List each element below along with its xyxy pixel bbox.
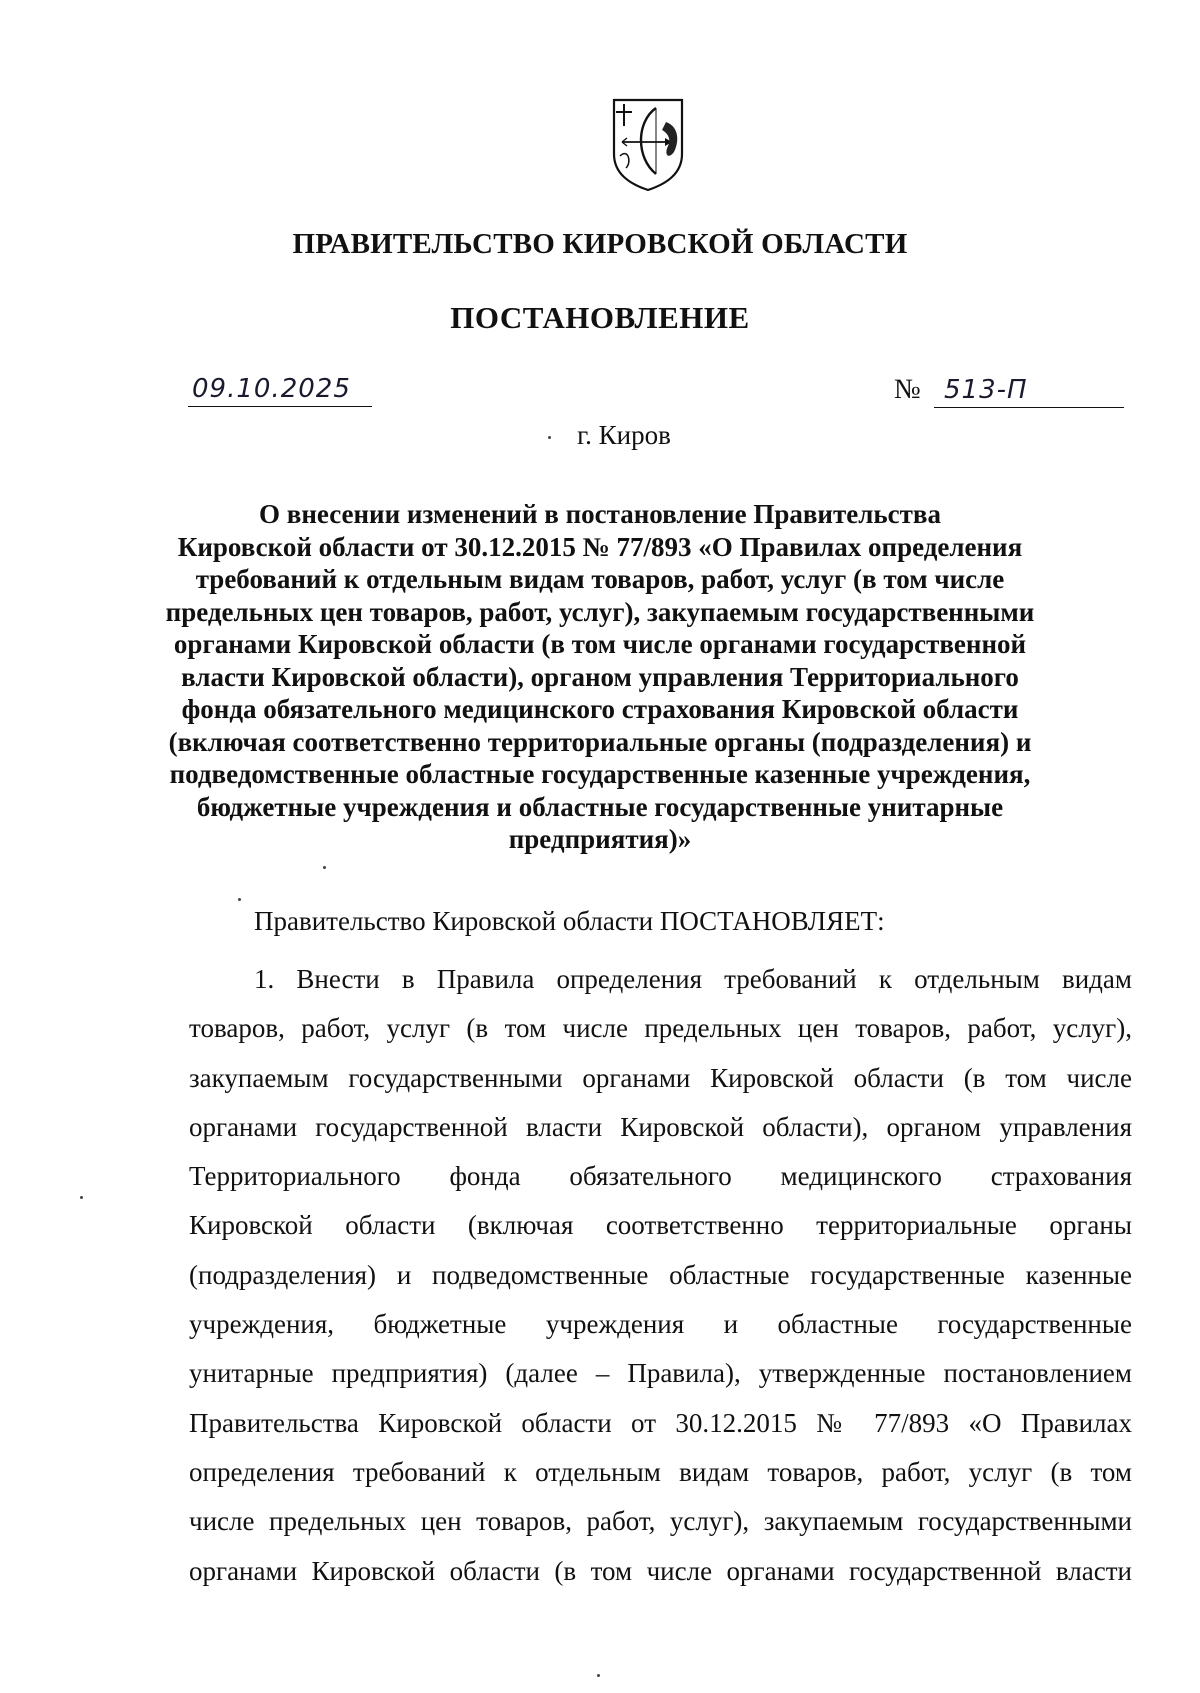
- body-line: органами Кировской области (в том числе органами государственной власти: [189, 1555, 1132, 1586]
- document-number-field: [894, 368, 1124, 408]
- body-line: Территориального фонда обязательного медицинского страхования: [189, 1161, 1132, 1192]
- scan-speck: [597, 1674, 600, 1677]
- body-line: закупаемым государственными органами Кировской области (в том числе: [189, 1062, 1132, 1093]
- scan-speck: [548, 436, 551, 439]
- body-paragraph: [189, 955, 1132, 1596]
- subject-line: предельных цен товаров, работ, услуг), закупаемым государственными: [165, 596, 1035, 627]
- body-line: определения требований к отдельным видам товаров, работ, услуг (в том: [189, 1456, 1132, 1487]
- preamble: Правительство Кировской области ПОСТАНОВЛЯЕТ:: [254, 906, 885, 936]
- subject-line: Кировской области от 30.12.2015 № 77/893 «О Правилах определения: [177, 531, 1023, 562]
- handwritten-date: 09.10.2025: [192, 374, 351, 404]
- subject-line: предприятия)»: [508, 824, 692, 854]
- body-line: товаров, работ, услуг (в том числе предельных цен товаров, работ, услуг),: [189, 1013, 1132, 1044]
- number-underline: [934, 371, 1124, 408]
- body-line: учреждения, бюджетные учреждения и областные государственные: [189, 1309, 1132, 1340]
- city-line: г. Киров: [577, 420, 671, 450]
- subject-line: бюджетные учреждения и областные государственные унитарные: [196, 791, 1004, 822]
- scan-speck: [238, 898, 241, 901]
- subject-line: фонда обязательного медицинского страхования Кировской области: [181, 694, 1019, 724]
- document-type-title: ПОСТАНОВЛЕНИЕ: [450, 300, 750, 335]
- body-line: органами государственной власти Кировской области), органом управления: [189, 1111, 1132, 1142]
- organization-title: ПРАВИТЕЛЬСТВО КИРОВСКОЙ ОБЛАСТИ: [292, 228, 908, 260]
- scan-speck: [80, 1196, 83, 1199]
- subject-line: О внесении изменений в постановление Правительства: [259, 499, 941, 529]
- subject-line: требований к отдельным видам товаров, работ, услуг (в том числе: [195, 564, 1005, 594]
- number-sign: №: [894, 374, 921, 405]
- body-line: (подразделения) и подведомственные областные государственные казенные: [189, 1259, 1132, 1290]
- body-line: унитарные предприятия) (далее – Правила), утвержденные постановлением: [189, 1358, 1132, 1389]
- subject-line: (включая соответственно территориальные органы (подразделения) и: [168, 726, 1032, 757]
- body-line: Правительства Кировской области от 30.12.2015 № 77/893 «О Правилах: [189, 1407, 1132, 1438]
- subject-line: власти Кировской области), органом управления Территориального: [181, 661, 1019, 692]
- body-line: Кировской области (включая соответственно территориальные органы: [189, 1210, 1132, 1241]
- scan-speck: [323, 866, 326, 869]
- coat-of-arms-icon: [610, 96, 686, 192]
- body-line: 1. Внести в Правила определения требований к отдельным видам: [254, 964, 1132, 994]
- subject-line: органами Кировской области (в том числе органами государственной: [173, 629, 1027, 659]
- date-field: [188, 366, 372, 407]
- document-subject: [150, 498, 1050, 856]
- handwritten-number: 513-П: [944, 375, 1028, 405]
- body-line: числе предельных цен товаров, работ, услуг), закупаемым государственными: [189, 1506, 1132, 1537]
- subject-line: подведомственные областные государственные казенные учреждения,: [169, 759, 1031, 789]
